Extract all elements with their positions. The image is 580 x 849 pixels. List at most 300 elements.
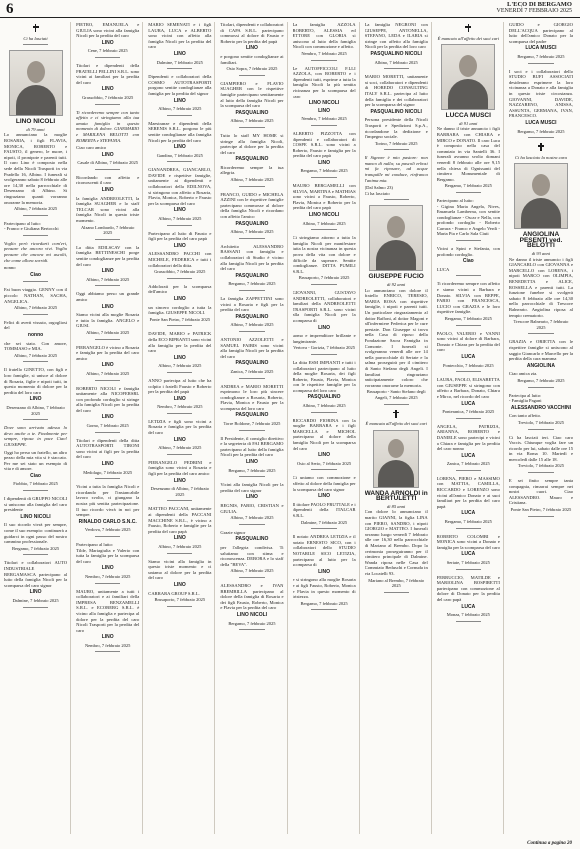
- obituary-notice: [148, 121, 211, 163]
- notice-separator: [528, 472, 554, 473]
- notice-text: Ciao caro amico: [76, 145, 107, 151]
- notice-text: GIAMPIERO e FLAVIO SUAGHER con le rispettive famiglie partecipano sentitamente al lutto della famiglia Nicoli per la scomparsa del caro: [220, 80, 284, 109]
- portrait-head: [27, 61, 45, 83]
- notice-text: Partecipano al lutto:: [76, 541, 114, 547]
- notice-date: Bergamo, 7 febbraio 2025: [517, 377, 565, 383]
- notice-date: Ponte San Pietro, 7 febbraio 2025: [149, 316, 211, 322]
- notice-separator: [95, 57, 120, 58]
- notice-text: MAURO, unitamente a tutti i collaboratori e ai familiari della IMPRESA BENZAMELLI S.R.L. e ECOBERG S.R.L. è vicino alla famiglia e partecipa al dolore per la perdita del caro Nicoli Trasporti per la perdita del caro: [76, 588, 140, 633]
- notice-text: Ci ha lasciato: [364, 190, 390, 196]
- notice-name: LINO: [101, 268, 114, 275]
- notice-date: Gandino, 7 febbraio 2025: [156, 152, 203, 158]
- notice-text: Dipendenti e collaboratori della COSMO AUTOTRASPORTI porgono sentite condoglianze alla famiglia per la perdita del signor: [148, 74, 212, 96]
- notice-list: - Famiglia Pagani: [508, 398, 542, 404]
- notice-text: Titolari e dipendenti della ditta AUTOTRASPORTI TIRONI sono vicini ai figli per la perdita del caro: [76, 437, 140, 460]
- notice-date: Bergamo, 7 febbraio 2025: [11, 545, 60, 551]
- notice-date: Desenzano di Albino, 7 febbraio 2025: [6, 404, 65, 416]
- notice-separator: [528, 63, 554, 64]
- obituary-notice: [148, 331, 211, 373]
- masthead: [0, 0, 580, 18]
- notice-text: PIERANGELO è vicino a Rosaria e famiglia per la perdita del caro amico: [76, 344, 140, 361]
- notice-separator: [167, 325, 192, 326]
- notice-text: nonno: [4, 265, 16, 271]
- obituary-notice: [76, 291, 139, 339]
- notice-text: Oggi ho perso un fratello, un altro pezzo della mia vita si è staccato. Per me sei stato un esempio di vita e di amore.: [4, 449, 68, 472]
- obituary-notice: [76, 386, 139, 433]
- notice-name: LINO: [173, 436, 186, 443]
- notice-date: Albino, 7 febbraio 2025: [230, 229, 274, 235]
- notice-text: Il suo ricordo vivrà per sempre, come il suo esempio: continuerà a guidarci in ogni passo del nostro cammino professionale.: [4, 522, 68, 545]
- notice-text: Vicini alla famiglia Nicoli per la perdita del caro signor: [220, 482, 284, 493]
- obituary-notice: [220, 244, 283, 291]
- notice-date: Albino, 7 febbraio 2025: [158, 106, 202, 112]
- notice-name: PASQUALINO: [235, 536, 269, 543]
- notice-separator: [384, 404, 409, 405]
- notice-text: Oggi abbiamo perso un grande amico: [76, 291, 140, 302]
- deceased-age: di 93 anni: [531, 251, 551, 257]
- notice-text: e si stringono alla moglie Rosaria e ai figli Fausto, Roberto, Monica e Flavia in questo momento di tristezza.: [292, 577, 356, 600]
- notice-text: PIERANGELO PEDRINI e famiglia sono vicini a Rosaria e figli per la perdita del caro amico: [148, 459, 212, 477]
- obituary-notice: [220, 81, 283, 128]
- notice-separator: [239, 577, 264, 578]
- notice-separator: [311, 284, 336, 285]
- obituary-notice: [293, 66, 356, 126]
- notice-date: Bergamo, 7 febbraio 2025: [228, 467, 276, 473]
- notice-name: LINO: [101, 187, 114, 194]
- notice-date: Albino, 7 febbraio 2025: [230, 322, 274, 328]
- notice-separator: [23, 490, 48, 491]
- notice-name: LINO: [173, 97, 186, 104]
- notice-text: MAURO BERGAMELLI con SILVIA, MARTINA e MATHIAS sono vicini a Fausto, Roberto, Flavia, Monica e Roberto per la perdita del caro papà: [292, 183, 356, 211]
- notice-separator: [95, 651, 120, 652]
- notice-date: Dalmine, 7 febbraio 2025: [12, 597, 59, 603]
- obituary-notice: [220, 22, 283, 76]
- notice-name: LINO: [173, 295, 186, 302]
- notice-text: Fai buon viaggio. GENNY con il piccolo NATHAN, SACHA, ANGELICA.: [4, 287, 68, 304]
- notice-date: Brusaporto - Santo Stefano degli Angeli, 7 febbraio 2025: [366, 389, 426, 400]
- notice-name: LINO: [318, 107, 331, 114]
- notice-name: LINO: [173, 50, 186, 57]
- obituary-notice: [76, 245, 139, 287]
- notice-text: Titolari, dipendenti e collaboratori di CAPA S.R.L. partecipano commossi al dolore di Fausto e Roberto per la perdita del papà: [220, 22, 284, 44]
- notice-name: PASQUALINO: [235, 412, 269, 419]
- obituary-notice: [4, 24, 67, 45]
- notice-text: GUIDO e GIORGIO DELL'ACQUA partecipano al lutto dell'amico Donato per la scomparsa del padre: [508, 22, 573, 44]
- notice-separator: [311, 609, 336, 610]
- obituary-notice: [509, 435, 573, 474]
- notice-text: ROBERTO COLOMBI e MONICA sono vicini a Donato e famiglia per la scomparsa del caro: [436, 533, 500, 550]
- notice-text: GRAZIA e ORIETTA con le rispettive famiglie si uniscono al saggio Giancarlo e Marcello per la perdita della cara mamma: [508, 339, 573, 362]
- notice-date: Albino, 7 febbraio 2025: [374, 59, 418, 65]
- notice-text: Siamo vicini alla moglie Rosaria e tutta la famiglia. ANGELO e GIUSI.: [76, 312, 140, 329]
- notice-text: Ti ricorderemo sempre con affetto e siamo vicini a Barbara e Donato. SILVIA con BEPPE, FABIO con FRANCESCA, LUCIO con GRAZIA e le loro rispettive famiglie.: [436, 281, 500, 315]
- notice-text: ALBERTO PIZZOTTA con dipendenti e collaboratori di COSPE S.R.L. sono vicini a Roberto, Fausto e famiglia per la perdita del caro papà: [292, 130, 356, 159]
- notice-separator: [167, 278, 192, 279]
- notice-name: nonno: [27, 332, 44, 338]
- deceased-age: di 85 anni: [387, 503, 406, 509]
- obituary-notice: [437, 476, 500, 529]
- notice-date: Zanica, 7 febbraio 2025: [446, 461, 490, 467]
- portrait-shoulders: [16, 85, 56, 116]
- obituary-notice: [365, 410, 428, 593]
- obituary-notice: [437, 281, 500, 325]
- notice-text: Il notaio ANDREA LETIZIA e il notaio ERNESTO SICO, con i collaboratori dello STUDIO NOTARILE SICO LETIZIA, partecipano al lutto per la scomparsa di: [292, 534, 356, 568]
- notice-name: PASQUALINO: [235, 220, 269, 227]
- notice-name: PASQUALINO: [235, 156, 269, 163]
- obituary-notice: [148, 284, 211, 327]
- notice-text: BEGNIS, FABIO, CRISTIAN e GIULIA.: [220, 503, 284, 514]
- notice-separator: [95, 239, 120, 240]
- deceased-age: di 79 anni: [26, 126, 45, 132]
- notice-text: DAVIDE, MARIO e PATRICK della ECO BIPRANTI sono vicini alla famiglia per la perdita del caro: [148, 331, 212, 354]
- notice-text: FERRUCCIO, MATILDE e MARIOLINA BOSPIRETTI partecipano con commozione al dolore di Donato per la perdita del caro papà: [436, 574, 500, 602]
- obituary-notice: [509, 339, 573, 387]
- notice-text: LAURA, PAOLO, ELISABETTA con GIUSEPPE si stringono con affetto a Barbara, Donato, Chiara e Mirco, nel ricordo del caro: [436, 377, 500, 399]
- notice-text: Ciao amica zia.: [508, 371, 538, 377]
- notice-date: Bergamo, 7 febbraio 2025: [444, 316, 492, 321]
- notice-date: Albino, 7 febbraio 2025: [13, 206, 58, 212]
- notice-name: LINO: [101, 303, 114, 310]
- obituary-notice: [293, 534, 356, 610]
- notice-text: La famiglia AZZOLA ROBERTO, ALESSIA ed ETTORE con GLORIA si uniscono al lutto della famiglia Nicoli con commozione e affetto.: [292, 22, 356, 50]
- notice-text: Titolari e collaboratori AUTO INDUSTRIALE BERGAMASCA partecipano al lutto della famiglia Nicoli per la scomparsa del caro signor: [4, 560, 68, 588]
- notice-text: Il Presidente, il consiglio direttivo e la segreteria di FAI BERGAMO partecipano al lutto della famiglia Nicoli per la perdita del caro: [220, 435, 284, 458]
- notice-name: LINO: [101, 86, 114, 93]
- notice-date: Osio Sopra, 7 febbraio 2025: [226, 66, 278, 72]
- obituary-notice: [220, 482, 283, 525]
- notice-name: PASQUALINO NICOLI: [370, 50, 422, 57]
- column-5: [293, 22, 360, 834]
- notice-list: Tilde, Mariagiulia e Valerio con tutta la famiglia per la scomparsa del caro: [76, 547, 140, 564]
- obituary-notice: [220, 384, 283, 431]
- notice-name: LINO: [245, 494, 258, 501]
- notice-name: LUCA: [461, 452, 476, 459]
- notice-name: Ciao: [462, 258, 474, 265]
- notice-name: LINO: [173, 354, 186, 361]
- page-number: 6: [6, 1, 14, 17]
- obituary-notice: [148, 419, 211, 455]
- notice-name: ANGIOLINA: [526, 362, 555, 369]
- obituary-notice: [4, 367, 67, 420]
- notice-date: Gorno, 7 febbraio 2025: [86, 423, 129, 429]
- notice-date: Albino, 7 febbraio 2025: [230, 515, 274, 521]
- notice-name: Ciao: [30, 271, 41, 278]
- notice-separator: [167, 500, 192, 501]
- deceased-age: di 91 anni: [459, 120, 478, 126]
- notice-text: Siamo vicini alla famiglia in questo triste momento e ci uniamo al dolore per la perdita del caro: [148, 558, 212, 581]
- notice-separator: [95, 432, 120, 433]
- notice-date: Nembro, 7 febbraio 2025: [84, 573, 131, 579]
- notice-date: Fiobbio, 7 febbraio 2025: [13, 481, 58, 487]
- notice-name: PASQUALINO: [307, 394, 341, 401]
- notice-text: MARIO MORETTI, unitamente ai soci, collaboratori e dipendenti di HOREDO CONSULTING ITALY S.R.L. partecipa al lutto della famiglia e dei collaboratori per la scomparsa del signor: [364, 74, 428, 108]
- obituary-notice: [76, 438, 139, 480]
- notice-text: Architetto ALESSANDRO BASSANI con famiglia e collaboratori di Studio è vicino alla famiglia Nicoli per la perdita del caro: [220, 243, 284, 272]
- portrait-shoulders: [448, 79, 488, 110]
- notice-date: Ponte San Pietro, 7 febbraio 2025: [510, 507, 572, 513]
- notice-name: LINO: [318, 324, 331, 331]
- obituary-notice: [509, 143, 573, 334]
- notice-name: LINO: [245, 45, 258, 52]
- obituary-notice: [148, 167, 211, 225]
- obituary-notice: [293, 290, 356, 355]
- obituary-notice: [148, 231, 211, 279]
- notice-separator: [23, 607, 48, 608]
- notice-date: Nembro, 7 febbraio 2025: [84, 642, 131, 648]
- obituary-columns: [4, 22, 576, 834]
- notice-date: Albino, 7 febbraio 2025: [230, 177, 274, 183]
- continue-note: Continua a pagina 20: [527, 841, 572, 846]
- obituary-notice: [437, 377, 500, 419]
- column-2: [76, 22, 143, 834]
- portrait-head: [532, 174, 550, 196]
- notice-text: Partecipano al lutto:: [436, 197, 474, 203]
- notice-text: La famiglia NEGRONI con GIUSEPPE, ANTONELLA, STEFANO, LEDA e ILARIA si stringe con affetto alla famiglia Nicoli per la perdita del loro caro: [364, 22, 428, 50]
- notice-separator: [95, 583, 120, 584]
- notice-separator: [23, 44, 48, 45]
- notice-date: Osio al Serio, 7 febbraio 2025: [296, 460, 352, 466]
- notice-intro: Ci ha lasciati: [23, 35, 48, 41]
- notice-separator: [167, 454, 192, 455]
- notice-separator: [528, 429, 554, 430]
- notice-name: LINO: [173, 535, 186, 542]
- notice-name: LUCA MUSCI: [525, 119, 557, 126]
- notice-name: LINO: [101, 565, 114, 572]
- notice-text: Felici di averti vissuto, orgogliosi del: [4, 319, 68, 331]
- notice-text: MARIO SEMENATI e i figli LAURA, LUCA e ALBERTO sono vicini con affetto alla famiglia Nicoli per la perdita del caro: [148, 22, 212, 50]
- notice-text: Ci stringiamo attorno a tutta la famiglia Nicoli per manifestare tutta la nostra vicinanza in questa prova della vita con dolore e difficile da superare. Sentite condoglianze. DITTA PUMILI S.R.L.: [292, 235, 356, 274]
- notice-date: Treviolo, 7 febbraio 2025: [517, 419, 564, 425]
- notice-text: Lo annunciano con dolore il fratello ENRICO, TERESIO, MARIA ROSA con rispettive famiglie, i nipoti e parenti tutti. Un particolare ringraziamento al dottor Baffoni, al dottor Magoni e all'infermiere Federica per le cure prestate. Don Giuseppe si trova nella Casa di riposo della Fondazione Sacra Famiglia in Comonte. I funerali si svolgeranno venerdì alle ore 14 nella parrocchiale di Seriate e la salma proseguirà per il cimitero di Santo Stefano degli Angeli. I familiari ringraziano anticipatamente coloro che vorranno onorarne la memoria.: [364, 287, 428, 388]
- notice-text: LORENA, PIERO e MASSIMO con MATTIA, CAMILLA, RICCARDO e LORENZO sono vicini all'amico Donato e ai suoi familiari per la perdita del caro papà: [436, 475, 500, 509]
- notice-separator: [384, 149, 409, 150]
- notice-name: LINO: [173, 395, 186, 402]
- obituary-notice: [76, 589, 139, 653]
- notice-separator: [23, 281, 48, 282]
- notice-separator: [23, 554, 48, 555]
- obituary-notice: [220, 530, 283, 578]
- portrait-photo: [514, 163, 568, 229]
- notice-separator: [239, 127, 264, 128]
- obituary-notice: [4, 287, 67, 314]
- notice-date: Trescore Balneario, 7 febbraio 2025: [513, 319, 569, 330]
- obituary-notice: [509, 22, 573, 64]
- notice-intro: È mancato all'affetto dei suoi cari: [437, 35, 499, 41]
- notice-date: Casale di Albino, 7 febbraio 2025: [77, 160, 139, 166]
- obituary-notice: [76, 484, 139, 537]
- notice-date: Grassobbio, 7 febbraio 2025: [154, 269, 206, 275]
- portrait-shoulders: [378, 460, 414, 488]
- deceased-name: LUCCA MUSCI: [445, 112, 491, 120]
- notice-text: Ci ha lasciati ieri. Ciao caro Vaccis. Chiunque voglia fare un ricordo per lui, sabato dalle ore 15 in via Roma 10. Martedì e mercoledì dalle 15 alle 18.: [508, 434, 573, 462]
- notice-separator: [456, 470, 481, 471]
- notice-date: Dalmine, 7 febbraio 2025: [300, 519, 348, 525]
- notice-text: RICCARDO FIORINA con la moglie BARBARA e i figli MARCELLA e MICHOL partecipano al dolore della famiglia Nicoli per la scomparsa del caro: [292, 417, 356, 451]
- notice-text: Con dolore lo annunciano il marito GIANNI, la figlia LINA con PIERO, SANDRO, i nipoti GIORGIO e MATTEO. I funerali avranno luogo venerdì 7 febbraio alle ore 16,30 nella parrocchiale di Mariano al Brembo. Dopo la cerimonia proseguiranno per il cimitero principale di Dalmine. Wanda riposa nelle Casa del Commiato Beduschi e Cornuda in via Locatelli 93.: [364, 509, 428, 576]
- paper-header: [496, 1, 572, 15]
- notice-name: PASQUALINO: [235, 360, 269, 367]
- obituary-notice: [509, 393, 573, 430]
- notice-separator: [239, 238, 264, 239]
- obituary-notice: [365, 205, 428, 404]
- obituary-notice: [148, 378, 211, 414]
- notice-date: Bergamo, 7 febbraio 2025: [517, 128, 565, 134]
- notice-name: LUCA: [461, 603, 476, 610]
- notice-text: Il fratello GINETTO, con figli e loro famiglie, si unisce al dolore di Rosaria, figlie e nipoti tutti, in questo momento di dolore per la perdita del loro caro: [4, 367, 68, 395]
- notice-separator: [239, 476, 264, 477]
- notice-quote: Il Signore è mio pastore: non manco di nulla; su pascoli erbosi mi fa riposare, ad acque tranquille mi conduce, rinfranca l'anima mia.: [364, 155, 428, 183]
- notice-separator: [311, 229, 336, 230]
- obituary-notice: [4, 425, 67, 491]
- notice-intro: Ci ha lasciato la nostra cara: [514, 154, 567, 160]
- notice-name: LINO: [173, 242, 186, 249]
- notice-date: Nembro, 7 febbraio 2025: [157, 404, 203, 410]
- notice-text: Partecipano al lutto:: [4, 220, 41, 226]
- notice-separator: [239, 524, 264, 525]
- notice-date: Albino, 7 febbraio 2025: [86, 370, 130, 376]
- notice-date: Nembro, 7 febbraio 2025: [301, 50, 347, 56]
- notice-text: un sincero cordoglio a tutta la famiglia. GIUSEPPE NICOLI.: [148, 304, 212, 316]
- obituary-notice: [365, 22, 428, 69]
- notice-name: LUCA: [461, 400, 476, 407]
- obituary-notice: [4, 320, 67, 363]
- deceased-age: di 92 anni: [387, 282, 406, 288]
- notice-date: Albino, 7 febbraio 2025: [158, 216, 202, 222]
- notice-separator: [23, 215, 48, 216]
- notice-separator: [239, 629, 264, 630]
- notice-text: (Dal Salmo 23): [364, 185, 393, 191]
- notice-date: Mariano al Brembo, 7 febbraio 2025: [368, 577, 425, 589]
- obituary-notice: [220, 337, 283, 379]
- notice-date: Alzano Lombardo, 7 febbraio 2025: [80, 224, 135, 236]
- notice-separator: [311, 469, 336, 470]
- notice-name: LINO NICOLI: [308, 100, 340, 107]
- notice-text: CARRARA GROUP S.R.L.: [148, 590, 200, 596]
- notice-text: La ditta EDILSCAV con la famiglia BETTINESCHI porge sentite condoglianze per la perdita del caro: [76, 244, 140, 267]
- obituary-notice: [293, 418, 356, 471]
- notice-date: Bergamo, 7 febbraio 2025: [517, 53, 565, 59]
- notice-date: Dalmine, 7 febbraio 2025: [156, 59, 203, 65]
- notice-date: Albino, 7 febbraio 2025: [158, 543, 202, 549]
- notice-name: LINO: [101, 414, 114, 421]
- notice-text: Maestranze e dipendenti della SERENIS S.R.L. porgono le più sentite condoglianze alla famiglia Nicoli per la perdita del caro: [148, 120, 212, 143]
- notice-name: LUCA MUSCI: [525, 45, 557, 52]
- column-1: [4, 22, 71, 834]
- obituary-notice: [365, 74, 428, 150]
- notice-text: la famiglia ANDREOLETTI, la famiglia SUAGHER e lo staff TELCAR sono vicini alla famiglia Nicoli in questo triste momento.: [76, 195, 140, 224]
- notice-separator: [95, 536, 120, 537]
- notice-text: Vicini a Spini e Stefania, con profondo cordoglio.: [436, 246, 500, 257]
- notice-date: Albino, 7 febbraio 2025: [302, 403, 346, 409]
- notice-separator: [456, 528, 481, 529]
- notice-name: PASQUALINO: [235, 272, 269, 279]
- notice-text: FRANCO, GUIDO e MICHELA AZZINI con le rispettive famiglie partecipano commosse al dolore della famiglia Nicoli e ricordano con affetto l'amico: [220, 191, 284, 220]
- portrait-shoulders: [521, 198, 561, 229]
- notice-name: ALESSANDRO VACCHINI: [510, 404, 572, 411]
- notice-name: LINO: [318, 568, 331, 575]
- issue-date: VENERDÌ 7 FEBBRAIO 2025: [496, 8, 572, 14]
- notice-name: LINO: [101, 634, 114, 641]
- notice-date: Albino, 7 febbraio 2025: [158, 445, 202, 451]
- cross-wrap: [4, 24, 67, 34]
- notice-date: Bergamo, 7 febbraio 2025: [444, 519, 492, 525]
- notice-name: LINO: [173, 207, 186, 214]
- portrait-photo: [369, 205, 423, 271]
- notice-date: Albino, 7 febbraio 2025: [86, 276, 130, 282]
- notice-date: Torre Boldone, 7 febbraio 2025: [223, 421, 281, 427]
- notice-separator: [528, 387, 554, 388]
- portrait-shoulders: [376, 240, 416, 271]
- obituary-notice: [437, 575, 500, 622]
- notice-list: - Gigina Maria Angela, Nives, Emanuela Lamberna, con sentite condoglianze - Oscar e Nella, con profondo cordoglio - Roberto Carrara - Franco e Angelo Verdi - Maria Pia e Carlo Sala Ciuti: [436, 203, 500, 237]
- obituary-notice: [437, 331, 500, 373]
- obituary-notice: [437, 424, 500, 471]
- notice-separator: [384, 68, 409, 69]
- notice-date: Treviolo, 7 febbraio 2025: [517, 463, 564, 469]
- notice-text: per l'allegria condivisa. Ti salutiamo con stima e riconoscenza. DEBORA e lo staff della "BEVA".: [220, 544, 284, 567]
- notice-text: PAOLO, VALERIO e VANNI sono vicini al dolore di Barbara, Donato e Chiara per la perdita del caro: [436, 330, 500, 353]
- notice-text: Ricordando con affetto e riconoscenti il caro: [76, 174, 140, 186]
- notice-name: LINO NICOLI: [308, 212, 340, 219]
- notice-name: LINO: [101, 151, 114, 158]
- notice-separator: [23, 235, 48, 236]
- notice-separator: [311, 412, 336, 413]
- notice-text: Le AUTOFFICCOLI F.LLI AZZOLA, con ROBERTO e i dipendenti tutti, esprime a tutta la famiglia Nicoli la più sentita vicinanza per la scomparsa del caro: [292, 65, 356, 99]
- notice-name: LINO: [245, 459, 258, 466]
- notice-date: Bergamo, 7 febbraio 2025: [300, 168, 348, 174]
- portrait-photo: [9, 50, 63, 116]
- notice-separator: [311, 528, 336, 529]
- obituary-notice: [76, 63, 139, 105]
- notice-text: Lo annunciano la moglie ROSARIA, i figli FLAVIA, MONICA, ROBERTO e FAUSTO, il genero, le nuore, i nipoti, il pronipote e parenti tutti. Il caro Lino è composto nella sede della Nicoli Trasporti in via Pradello 16, Albino. I funerali si svolgeranno sabato 8 febbraio alle ore 14,30 nella parrocchiale di Desenzano di Albino. Si ringraziano quanti vorranno onorarne la memoria.: [4, 132, 68, 205]
- column-6: [365, 22, 432, 834]
- notice-separator: [528, 516, 554, 517]
- notice-date: Albino, 7 febbraio 2025: [158, 363, 202, 369]
- obituary-notice: [148, 22, 211, 69]
- notice-text: Ne danno il triste annuncio i figli BARBARA con CHIARA e MIRCO e DONATO. Il caro Luca è composto nella casa del commiato in via Santelli 36. I funerali avranno svolto domani venerdì 8 febbraio alle ore 9,15 nella chiesa di Ognissanti del cimitero Monumentale di Bergamo.: [436, 126, 500, 182]
- notice-name: LINO: [173, 477, 186, 484]
- obituary-notice: [293, 183, 356, 230]
- obituary-notice: [293, 475, 356, 529]
- cross-wrap: [365, 410, 428, 420]
- notice-text: I dipendenti di GRUPPO NICOLI si uniscono alla famiglia del caro presidente: [4, 496, 68, 513]
- notice-date: Brusaporto, 7 febbraio 2025: [298, 275, 350, 281]
- notice-name: LINO: [173, 144, 186, 151]
- obituary-notice: [76, 22, 139, 58]
- notice-text: Ne danno il triste annuncio i figli GIANCARLO con GIOVANNA e MARCELLO con LORENA, i nipoti MARCO con OLIMPIA, BENEDETTA e ALICE, ROSSELLA e parenti tutti. La funzione funebre si svolgerà sabato 8 febbraio alle ore 14,30 nella parrocchiale di Trescore Balneario. Angiolina riposa al tempio crematorio.: [508, 256, 573, 318]
- notice-list: - Franco e Giuliana Bertocchi: [4, 226, 59, 232]
- notice-date: Nembro, 7 febbraio 2025: [301, 116, 347, 122]
- notice-text: La famiglia ZAPPETTINI sono vicini a Rosaria e figli per la perdita del caro: [220, 295, 284, 313]
- notice-text: ALESSANDRO e IVAN BREMBILLA partecipano al dolore della famiglia di Rosaria e dei figli Fausto, Roberto, Monica e Flavia per la perdita del caro: [220, 582, 284, 611]
- obituary-notice: [148, 506, 211, 553]
- notice-separator: [23, 314, 48, 315]
- notice-date: Albino, 7 febbraio 2025: [302, 220, 346, 226]
- notice-name: LINO: [101, 362, 114, 369]
- notice-date: Albino, 7 febbraio 2025: [230, 568, 274, 574]
- obituary-notice: [220, 436, 283, 478]
- notice-name: LINO: [318, 452, 331, 459]
- notice-separator: [167, 606, 192, 607]
- notice-date: Albino, 7 febbraio 2025: [13, 352, 58, 358]
- notice-separator: [239, 378, 264, 379]
- notice-text: Ci uniamo con commozione e affetto al dolore della famiglia per la scomparsa del caro signor: [292, 475, 356, 492]
- column-8: [509, 22, 576, 834]
- obituary-notice: [509, 69, 573, 139]
- notice-date: Brusaporto, 7 febbraio 2025: [154, 597, 206, 603]
- notice-text: E sei finito sempre tanta compagnia, rimarrai sempre nei nostri cuori. Ciao ALESSANDRO. Mauro e Cristiana.: [508, 478, 573, 506]
- notice-name: LINO: [101, 39, 114, 46]
